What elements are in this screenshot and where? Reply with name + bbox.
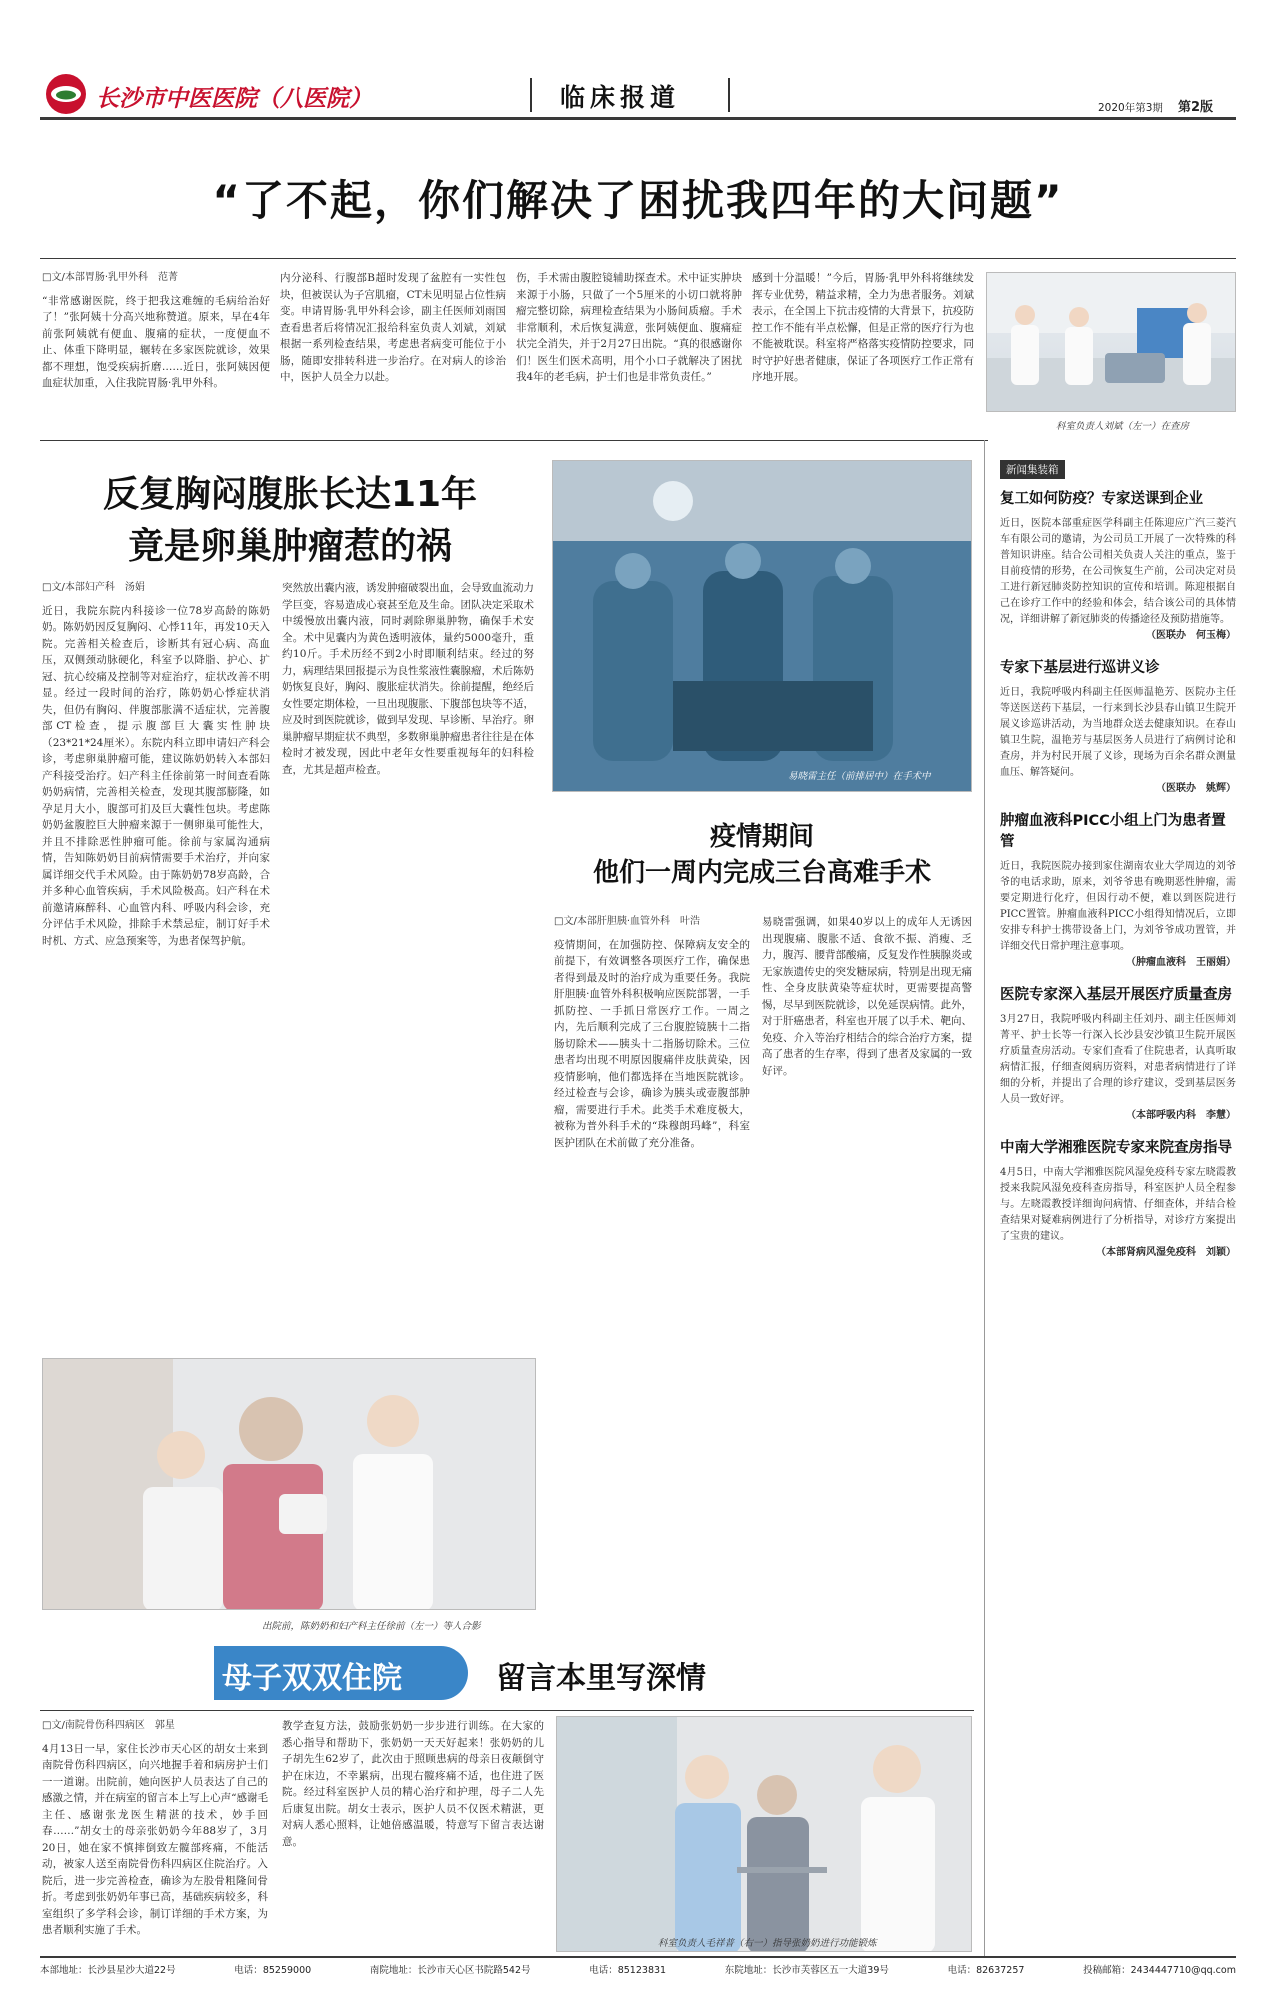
lead-rule [40, 258, 1236, 259]
lead-col-3 [516, 270, 742, 432]
sidebar-item-author: （本部肾病风湿免疫科 刘颖） [1096, 1247, 1236, 1258]
story4-text-2: 教学查复方法，鼓励张奶奶一步步进行训练。在大家的悉心指导和帮助下，张奶奶一天天好起来！张奶奶的儿子胡先生62岁了，此次由于照顾患病的母亲日夜颠倒守护在床边，不幸累病，出现右髋疼痛不适，也住进了医院。经过科室医护人员的精心治疗和护理，母子二人先后康复出院。胡女士表示，医护人员不仅医术精湛，更对病人悉心照料，让她倍感温暖，特意写下留言表达谢意。 [282, 1720, 544, 1848]
story2-text-2: 突然放出囊内液，诱发肿瘤破裂出血，会导致血流动力学巨变，容易造成心衰甚至危及生命。团队决定采取术中缓慢放出囊内液，同时剥除卵巢肿物，确保手术安全。术中见囊内为黄色透明液体，量约5000毫升，重约10斤。手术历经不到2小时即顺利结束。经过的努力，病理结果回报提示为良性浆液性囊腺瘤，术后陈奶奶恢复良好，胸闷、腹胀症状消失。徐前提醒，绝经后女性要定期体检，一旦出现腹胀、下腹部包块等不适，应及时到医院就诊，做到早发现、早诊断、早治疗。卵巢肿瘤早期症状不典型，多数卵巢肿瘤患者往往是在体检时才被发现，因此中老年女性要重视每年的妇科检查，尤其是超声检查。 [282, 582, 534, 776]
story4-photo-caption: 科室负责人毛祥普（右一）指导张奶奶进行功能锻炼 [658, 1938, 877, 1949]
footer-item: 电话：85123831 [589, 1965, 667, 1976]
sidebar-label: 新闻集装箱 [1000, 460, 1065, 479]
hospital-name: 长沙市中医医院（八医院） [96, 85, 372, 112]
story3-text-2: 易晓雷强调，如果40岁以上的成年人无诱因出现腹痛、腹胀不适、食欲不振、消瘦、乏力，腹泻、腰背部酸痛，反复发作性胰腺炎或无家族遗传史的突发糖尿病，特别是出现无痛性、全身皮肤黄染等症状时，更需要提高警惕，尽早到医院就诊，以免延误病情。此外，对于肝癌患者，科室也开展了以手术、靶向、免疫、介入等治疗相结合的综合治疗方案，提高了患者的生存率，得到了患者及家属的一致好评。 [762, 916, 972, 1077]
sidebar-item-title: 中南大学湘雅医院专家来院查房指导 [1000, 1140, 1232, 1156]
story3-headline-2: 他们一周内完成三台高难手术 [592, 858, 931, 888]
sidebar-item-title: 复工如何防疫？专家送课到企业 [1000, 491, 1203, 507]
story2-col-1 [42, 580, 270, 1350]
sidebar-item [1000, 985, 1236, 1124]
hospital-logo-icon [46, 74, 86, 114]
sidebar-item-text: 近日，我院医院办接到家住湖南农业大学周边的刘爷爷的电话求助，原来，刘爷爷患有晚期恶性肿瘤，需要定期进行化疗，但因行动不便，难以到医院进行PICC置管。肿瘤血液科PICC小组得知情况后，立即安排专科护士携带设备上门，为刘爷爷成功置管，并详细交代日常护理注意事项。 [1000, 861, 1236, 952]
lead-col-2 [280, 270, 506, 432]
story3-photo-caption: 易晓雷主任（前排居中）在手术中 [788, 771, 931, 782]
lead-photo [986, 272, 1236, 412]
story3-byline: □文/本部肝胆胰·血管外科 叶浩 [554, 916, 700, 927]
story4-rule [40, 1710, 974, 1711]
issue-number: 2020年第3期 [1098, 102, 1163, 114]
story3-col-1 [554, 914, 750, 1610]
masthead-divider [530, 78, 532, 112]
story4-headline-1: 母子双双住院 [222, 1661, 402, 1696]
story3-headline-1: 疫情期间 [709, 822, 814, 852]
story2-photo [42, 1358, 536, 1610]
sidebar-item-author: （肿瘤血液科 王丽娟） [1126, 957, 1236, 968]
lead-photo-caption: 科室负责人刘斌（左一）在查房 [1056, 421, 1190, 432]
sidebar-item-author: （本部呼吸内科 李慧） [1126, 1110, 1236, 1121]
story4-text-1: 4月13日一早，家住长沙市天心区的胡女士来到南院骨伤科四病区，向兴地握手着和病房护士们一一道谢。出院前，她向医护人员表达了自己的感激之情，并在病室的留言本上写上心声“感谢毛主任、感谢张龙医生精湛的技术，妙手回春……”胡女士的母亲张奶奶今年88岁了，3月20日，她在家不慎摔倒致左髋部疼痛，不能活动，被家人送至南院骨伤科四病区住院治疗。入院后，进一步完善检查，确诊为左股骨粗隆间骨折。考虑到张奶奶年事已高，基础疾病较多，科室组织了多学科会诊，制订详细的手术方案，为患者顺利实施了手术。 [42, 1742, 268, 1936]
footer-item: 南院地址：长沙市天心区书院路542号 [369, 1965, 531, 1976]
story4-col-2 [282, 1718, 544, 1950]
masthead-rule [40, 117, 1236, 120]
sidebar-separator [984, 440, 985, 1956]
story2-col-2 [282, 580, 534, 1350]
sidebar-item-title: 专家下基层进行巡讲义诊 [1000, 660, 1160, 676]
sidebar-item-title: 医院专家深入基层开展医疗质量查房 [1000, 987, 1232, 1003]
footer [40, 1962, 1236, 1982]
footer-item: 东院地址：长沙市芙蓉区五一大道39号 [724, 1965, 889, 1976]
story2-headline-1: 反复胸闷腹胀长达11年 [102, 474, 478, 515]
story4-byline: □文/南院骨伤科四病区 郭星 [42, 1720, 175, 1731]
sidebar-item [1000, 489, 1236, 644]
sidebar-item [1000, 811, 1236, 971]
footer-item: 本部地址：长沙县星沙大道22号 [40, 1965, 176, 1976]
story2-headline-2: 竟是卵巢肿瘤惹的祸 [127, 526, 452, 567]
masthead [0, 0, 1276, 120]
sidebar-item-author: （医联办 何玉梅） [1146, 630, 1236, 641]
story3-photo [552, 460, 972, 792]
story4-headline-2: 留言本里写深情 [496, 1661, 706, 1696]
story3-text-1: 疫情期间，在加强防控、保障病友安全的前提下，有效调整各项医疗工作，确保患者得到最及时的治疗成为重要任务。我院肝胆胰·血管外科积极响应医院部署，一手抓防控、一手抓日常医疗工作。一周之内，先后顺利完成了三台腹腔镜胰十二指肠切除术——胰头十二指肠切除术。三位患者均出现不明原因腹痛伴皮肤黄染，因疫情影响，他们都选择在当地医院就诊。经过检查与会诊，确诊为胰头或壶腹部肿瘤，需要进行手术。此类手术难度极大，被称为普外科手术的“珠穆朗玛峰”，科室医护团队在术前做了充分准备。 [554, 938, 750, 1149]
lead-text-4: 感到十分温暖！”今后，胃肠·乳甲外科将继续发挥专业优势，精益求精，全力为患者服务。刘斌表示，在全国上下抗击疫情的大背景下，抗疫防控工作不能有半点松懈，但是正常的医疗行为也不能被耽误。科室将严格落实疫情防控要求，同时守护好患者健康，保证了各项医疗工作正常有序地开展。 [752, 272, 974, 383]
sidebar [1000, 458, 1236, 1954]
page-number: 第2版 [1178, 100, 1214, 115]
masthead-divider-right [728, 78, 730, 112]
sidebar-item [1000, 1138, 1236, 1261]
sidebar-item-text: 3月27日，我院呼吸内科副主任刘丹、副主任医师刘菁平、护士长等一行深入长沙县安沙镇卫生院开展医疗质量查房活动。专家们查看了住院患者，认真听取病情汇报，仔细查阅病历资料，对患者病情进行了详细的分析，并提出了合理的诊疗建议，受到基层医务人员一致好评。 [1000, 1014, 1236, 1105]
story4-col-1 [42, 1718, 268, 1950]
story3-col-2 [762, 914, 972, 1610]
lead-text-1: “非常感谢医院，终于把我这难缠的毛病给治好了！”张阿姨十分高兴地称赞道。原来，早在4年前张阿姨就有便血、腹痛的症状，一度便血不止、体重下降明显，辗转在多家医院就诊，效果都不理想，饱受疾病折磨……近日，张阿姨因便血症状加重，入住我院胃肠·乳甲外科。 [42, 294, 270, 389]
sidebar-item-text: 4月5日，中南大学湘雅医院风湿免疫科专家左晓霞教授来我院风湿免疫科查房指导，科室医护人员全程参与。左晓霞教授详细询问病情、仔细查体，并结合检查结果对疑难病例进行了分析指导，对诊疗方案提出了宝贵的建议。 [1000, 1167, 1236, 1242]
lead-col-1 [42, 270, 270, 432]
lead-byline: □文/本部胃肠·乳甲外科 范菁 [42, 272, 178, 283]
sidebar-item-text: 近日，医院本部重症医学科副主任陈迎应广汽三菱汽车有限公司的邀请，为公司员工开展了一次特殊的科普知识讲座。结合公司相关负责人关注的重点，鉴于目前疫情的形势，在公司恢复生产前，公司决定对员工进行新冠肺炎防控知识的宣传和培训。陈迎根据自己在诊疗工作中的经验和体会，结合该公司的具体情况，详细讲解了新冠肺炎的传播途径及预防措施等。 [1000, 518, 1236, 625]
story2-text-1: 近日，我院东院内科接诊一位78岁高龄的陈奶奶。陈奶奶因反复胸闷、心悸11年，再发10天入院。完善相关检查后，诊断其有冠心病、高血压，双侧颈动脉硬化，科室予以降脂、护心、扩冠、抗心绞痛及控制等对症治疗，症状改善不明显。经过一段时间的治疗，陈奶奶心悸症状消失，但仍有胸闷、伴腹部胀满不适症状，完善腹部CT检查，提示腹部巨大囊实性肿块（23*21*24厘米）。东院内科立即申请妇产科会诊，考虑卵巢肿瘤可能，建议陈奶奶转入本部妇产科接受治疗。妇产科主任徐前第一时间查看陈奶奶病情，完善相关检查，发现其腹部膨隆，如孕足月大小，腹部可扪及巨大囊性包块。考虑陈奶奶盆腹腔巨大肿瘤来源于一侧卵巢可能性大，并且不排除恶性肿瘤可能。徐前与家属沟通病情，告知陈奶奶目前病情需要手术治疗，并向家属详细交代手术风险。由于陈奶奶78岁高龄，合并多种心血管疾病，手术风险极高。妇产科在术前邀请麻醉科、心血管内科、呼吸内科会诊，充分评估手术风险，排除手术禁忌症，制订好手术时机、方式、应急预案等，为患者保驾护航。 [42, 604, 270, 947]
sidebar-item-text: 近日，我院呼吸内科副主任医师温艳芳、医院办主任等送医送药下基层，一行来到长沙县春山镇卫生院开展义诊巡讲活动，为当地群众送去健康知识。在春山镇卫生院，温艳芳与基层医务人员进行了病例讨论和查房，并为村民开展了义诊，现场为百余名群众测量血压、解答疑问。 [1000, 687, 1236, 778]
sidebar-item-title: 肿瘤血液科PICC小组上门为患者置管 [1000, 813, 1226, 850]
lead-headline: “了不起，你们解决了困扰我四年的大问题” [212, 176, 1064, 225]
lead-col-4 [752, 270, 974, 432]
sidebar-item-author: （医联办 姚辉） [1156, 783, 1236, 794]
story2-photo-caption: 出院前，陈奶奶和妇产科主任徐前（左一）等人合影 [262, 1621, 481, 1632]
lead-text-3: 伤，手术需由腹腔镜辅助探查术。术中证实肿块来源于小肠，只做了一个5厘米的小切口就将肿瘤完整切除，病理检查结果为小肠间质瘤。手术非常顺利，术后恢复满意，张阿姨便血、腹痛症状完全消失，并于2月27日出院。“真的很感谢你们！医生们医术高明，用个小口子就解决了困扰我4年的老毛病，护士们也是非常负责任。” [516, 272, 742, 383]
story4-photo [556, 1716, 972, 1952]
sidebar-item [1000, 658, 1236, 797]
lead-bottom-rule [40, 440, 988, 441]
footer-item: 电话：85259000 [234, 1965, 312, 1976]
footer-item: 电话：82637257 [947, 1965, 1025, 1976]
story2-byline: □文/本部妇产科 汤娟 [42, 582, 145, 593]
footer-rule [40, 1956, 1236, 1958]
lead-text-2: 内分泌科、行腹部B超时发现了盆腔有一实性包块，但被误认为子宫肌瘤，CT未见明显占位性病变。申请胃肠·乳甲外科会诊，副主任医师刘雨国查看患者后将情况汇报给科室负责人刘斌，刘斌根据一系列检查结果，考虑患者病变可能位于小肠，随即安排转科进一步治疗。在对病人的诊治中，医护人员全力以赴。 [280, 272, 506, 383]
footer-item: 投稿邮箱：2434447710@qq.com [1083, 1965, 1236, 1976]
section-title: 临床报道 [560, 83, 681, 112]
